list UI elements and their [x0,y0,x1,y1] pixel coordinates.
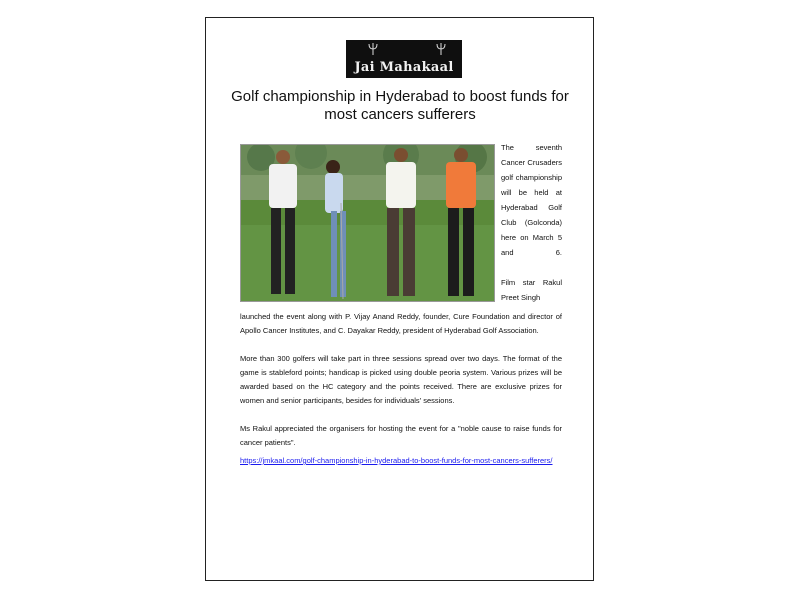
logo-text: Jai Mahakaal [354,60,454,75]
article-photo [240,144,495,302]
body-paragraph-1: launched the event along with P. Vijay Anand Reddy, founder, Cure Foundation and director of Apollo Cancer Institutes, and C. Dayakar Reddy, president of Hyderabad Golf Association. [240,312,562,335]
article-body [240,310,562,464]
site-logo [346,40,462,78]
article-side-text [501,140,562,320]
document-page [205,17,594,581]
body-paragraph-3: Ms Rakul appreciated the organisers for hosting the event for a "noble cause to raise funds for cancer patients". [240,424,562,447]
article-title: Golf championship in Hyderabad to boost funds for most cancers sufferers [231,88,569,123]
trident-icon [436,43,446,55]
side-paragraph-1: The seventh Cancer Crusaders golf championship will be held at Hyderabad Golf Club (Golconda) here on March 5 and 6. [501,143,562,257]
side-paragraph-2: Film star Rakul Preet Singh [501,278,562,302]
source-link[interactable]: https://jmkaal.com/golf-championship-in-hyderabad-to-boost-funds-for-most-cancers-sufferers/ [240,456,553,465]
trident-icon [368,43,378,55]
body-paragraph-2: More than 300 golfers will take part in three sessions spread over two days. The format of the game is stableford points; handicap is picked using double peoria system. Various prizes will be awarded based on the HC category and the points received. There are exclusive prizes for women and senior participants, besides for individuals' sessions. [240,354,562,405]
